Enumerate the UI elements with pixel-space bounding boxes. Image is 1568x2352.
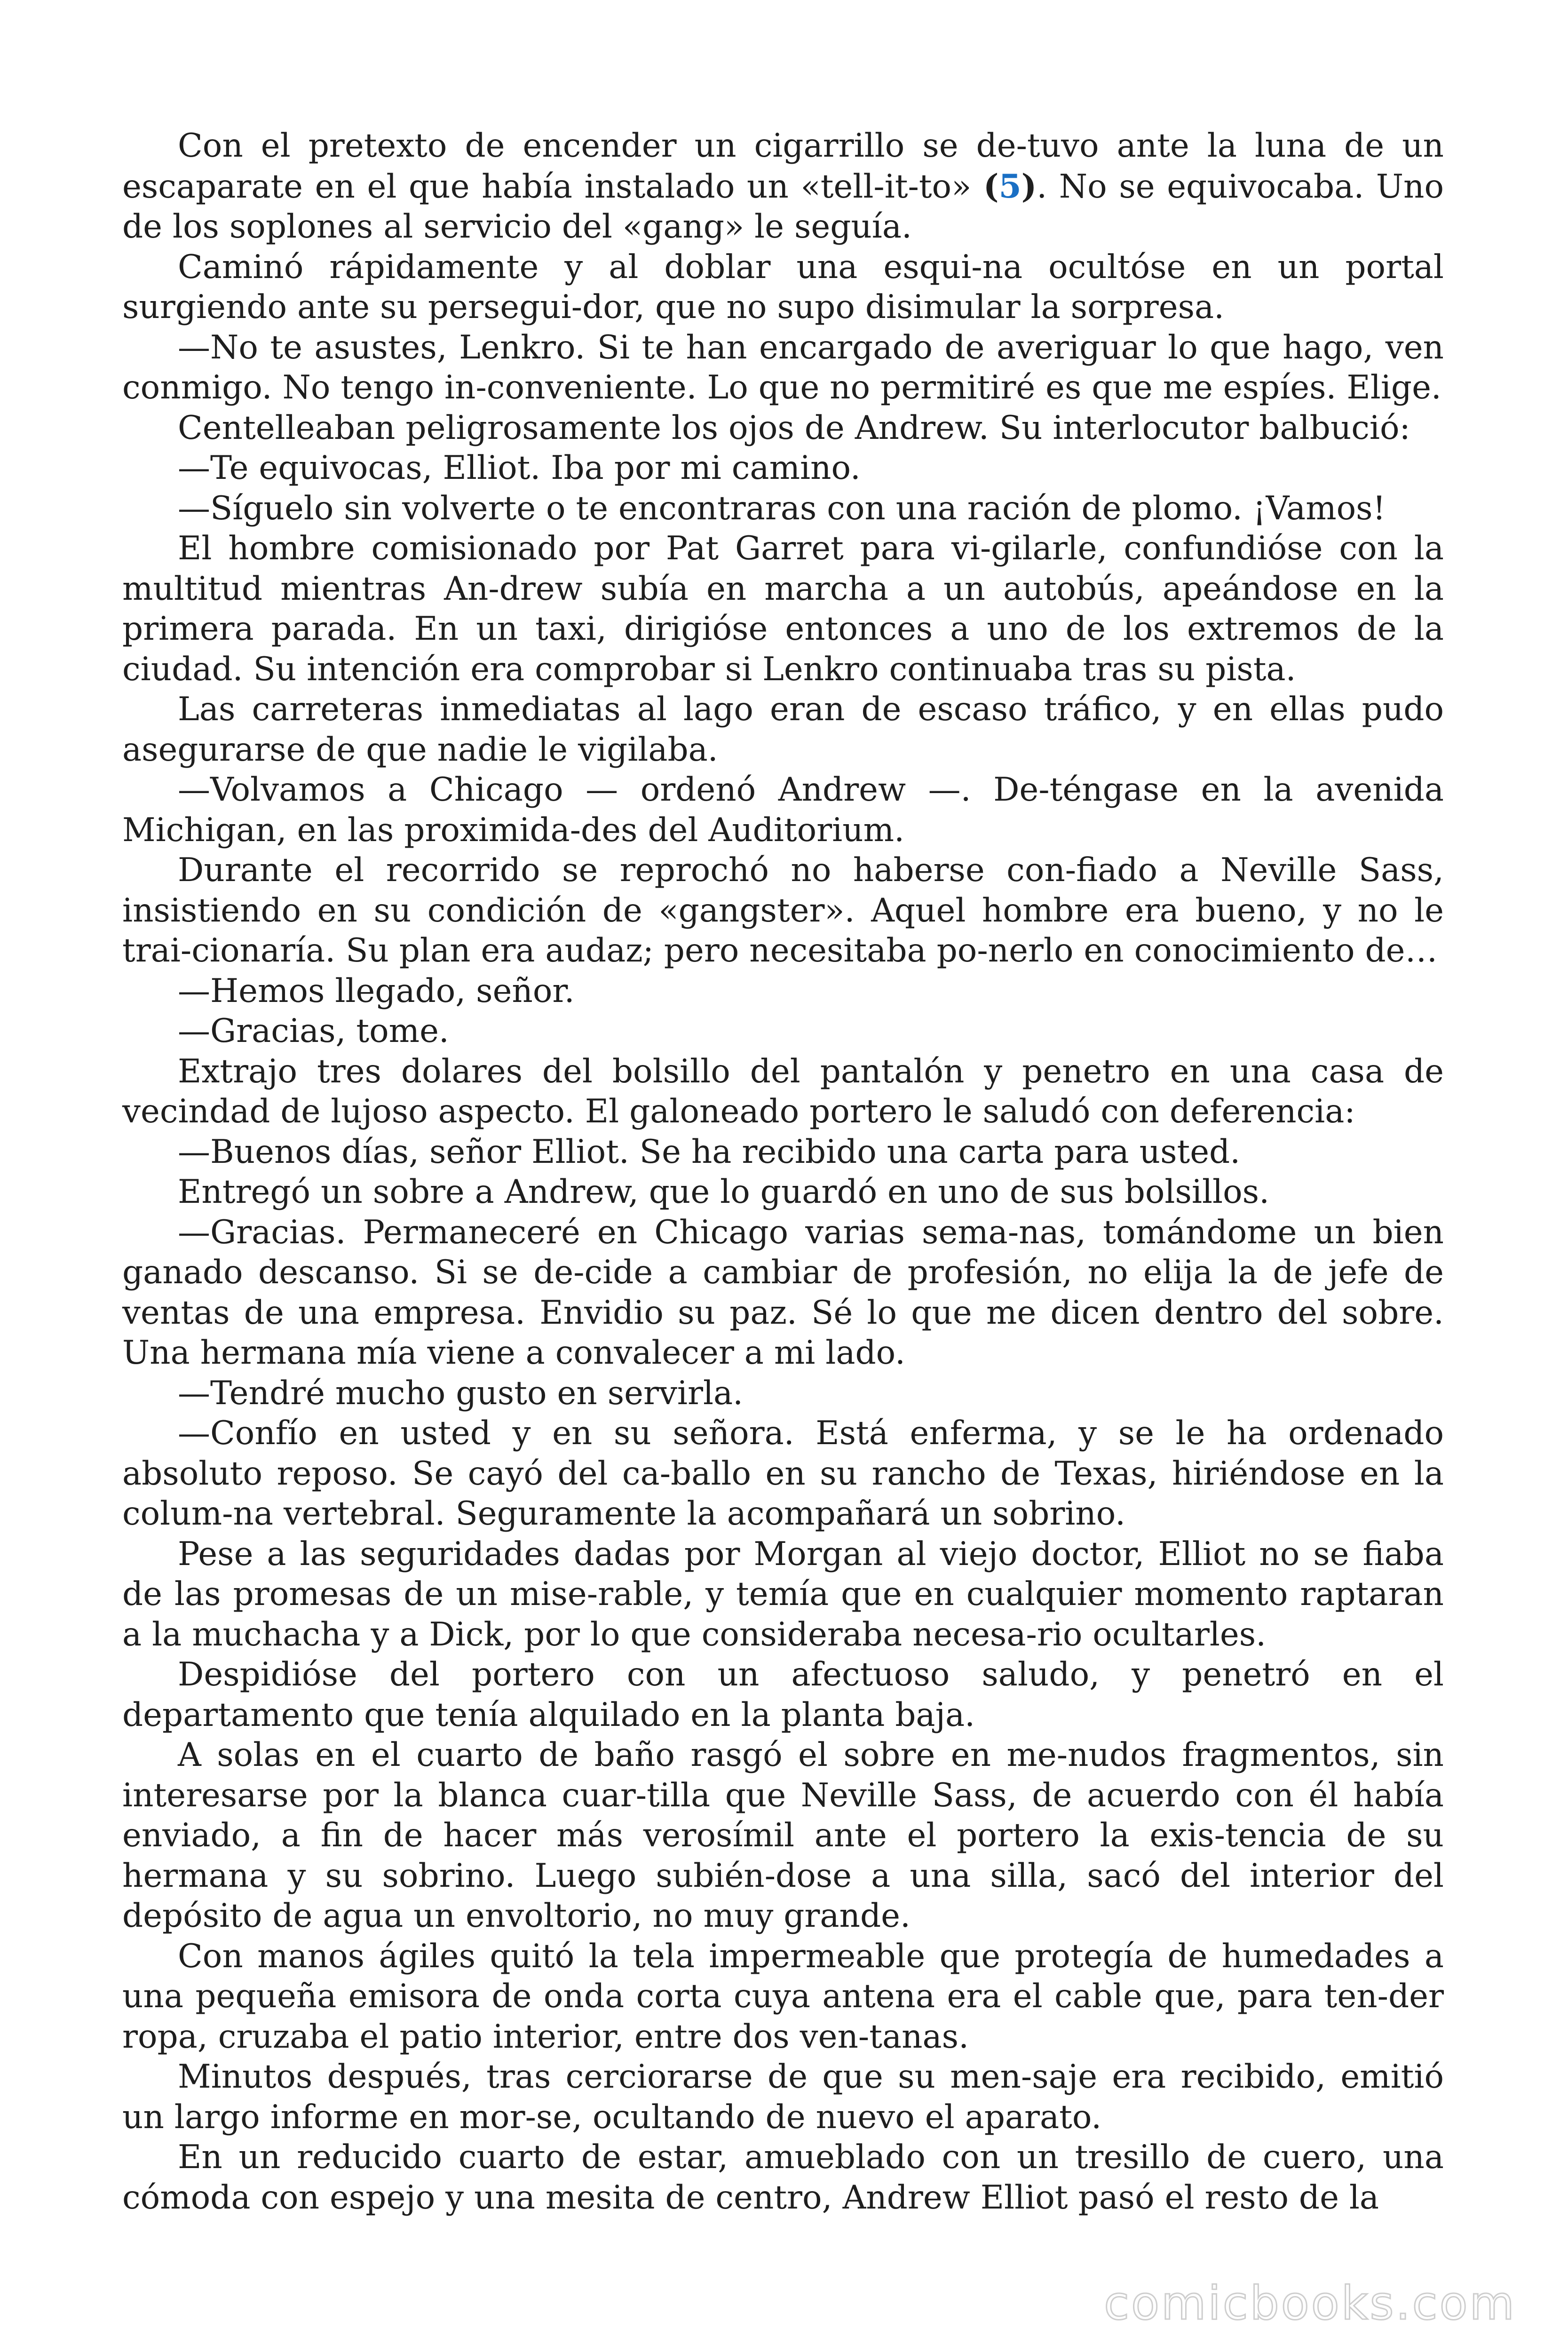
paragraph-24: En un reducido cuarto de estar, amueblado con un tresillo de cuero, una cómoda con espejo y una mesita de centro, Andrew Elliot pasó el resto de la xyxy=(122,2138,1444,2217)
paragraph-17: —Tendré mucho gusto en servirla. xyxy=(178,1374,744,1412)
paragraph-14: —Buenos días, señor Elliot. Se ha recibido una carta para usted. xyxy=(178,1133,1241,1171)
paragraph-4: Centelleaban peligrosamente los ojos de Andrew. Su interlocutor balbució: xyxy=(178,409,1410,447)
paragraph-1-text-before: Con el pretexto de encender un cigarrillo se de-tuvo ante la luna de un escaparate en el que había instalado un «tell-it-to» xyxy=(122,127,1444,206)
paragraph-20: Despidióse del portero con un afectuoso saludo, y penetró en el departamento que tenía alquilado en la planta baja. xyxy=(122,1656,1444,1734)
paragraph-9: —Volvamos a Chicago — ordenó Andrew —. De-téngase en la avenida Michigan, en las proximida-des del Auditorium. xyxy=(122,771,1444,849)
paragraph-18: —Confío en usted y en su señora. Está enferma, y se le ha ordenado absoluto reposo. Se cayó del ca-ballo en su rancho de Texas, hiriéndose en la colum-na vertebral. Seguramente la acompañará un sobrino. xyxy=(122,1414,1444,1533)
paragraph-12: —Gracias, tome. xyxy=(178,1012,449,1050)
page-body xyxy=(122,126,1444,2218)
paragraph-1 xyxy=(122,126,1444,247)
paragraph-8: Las carreteras inmediatas al lago eran de escaso tráfico, y en ellas pudo asegurarse de que nadie le vigilaba. xyxy=(122,691,1444,769)
paragraph-21: A solas en el cuarto de baño rasgó el sobre en me-nudos fragmentos, sin interesarse por la blanca cuar-tilla que Neville Sass, de acuerdo con él había enviado, a fin de hacer más verosímil ante el portero la exis-tencia de su hermana y su sobrino. Luego subién-dose a una silla, sacó del interior del depósito de agua un envoltorio, no muy grande. xyxy=(122,1736,1444,1935)
paragraph-6: —Síguelo sin volverte o te encontraras con una ración de plomo. ¡Vamos! xyxy=(178,489,1386,527)
paragraph-7: El hombre comisionado por Pat Garret para vi-gilarle, confundióse con la multitud mientras An-drew subía en marcha a un autobús, apeándose en la primera parada. En un taxi, dirigióse entonces a uno de los extremos de la ciudad. Su intención era comprobar si Lenkro continuaba tras su pista. xyxy=(122,530,1444,688)
watermark: comicbooks.com xyxy=(1104,2277,1516,2330)
paragraph-16: —Gracias. Permaneceré en Chicago varias sema-nas, tomándome un bien ganado descanso. Si se de-cide a cambiar de profesión, no elija la de jefe de ventas de una empresa. Envidio su paz. Sé lo que me dicen dentro del sobre. Una hermana mía viene a convalecer a mi lado. xyxy=(122,1213,1444,1372)
footnote-open-paren: ( xyxy=(983,167,999,206)
footnote-number: 5 xyxy=(998,167,1022,206)
paragraph-11: —Hemos llegado, señor. xyxy=(178,972,575,1010)
paragraph-10: Durante el recorrido se reprochó no haberse con-fiado a Neville Sass, insistiendo en su condición de «gangster». Aquel hombre era bueno, y no le trai-cionaría. Su plan era audaz; pero necesitaba po-nerlo en conocimiento de… xyxy=(122,851,1444,969)
paragraph-13: Extrajo tres dolares del bolsillo del pantalón y penetro en una casa de vecindad de lujoso aspecto. El galoneado portero le saludó con deferencia: xyxy=(122,1052,1444,1130)
paragraph-5: —Te equivocas, Elliot. Iba por mi camino. xyxy=(178,449,861,487)
paragraph-2: Caminó rápidamente y al doblar una esqui-na ocultóse en un portal surgiendo ante su persegui-dor, que no supo disimular la sorpresa. xyxy=(122,248,1444,326)
paragraph-1-text-after: . No se equivocaba. Uno de los soplones al servicio del «gang» le seguía. xyxy=(122,167,1444,246)
paragraph-3: —No te asustes, Lenkro. Si te han encargado de averiguar lo que hago, ven conmigo. No tengo in-conveniente. Lo que no permitiré es que me espíes. Elige. xyxy=(122,328,1444,406)
paragraph-22: Con manos ágiles quitó la tela impermeable que protegía de humedades a una pequeña emisora de onda corta cuya antena era el cable que, para ten-der ropa, cruzaba el patio interior, entre dos ven-tanas. xyxy=(122,1937,1444,2056)
paragraph-23: Minutos después, tras cerciorarse de que su men-saje era recibido, emitió un largo informe en mor-se, ocultando de nuevo el aparato. xyxy=(122,2058,1444,2136)
footnote-link-5[interactable] xyxy=(983,167,1037,206)
footnote-close-paren: ) xyxy=(1021,167,1037,206)
paragraph-15: Entregó un sobre a Andrew, que lo guardó en uno de sus bolsillos. xyxy=(178,1173,1270,1211)
paragraph-19: Pese a las seguridades dadas por Morgan al viejo doctor, Elliot no se fiaba de las promesas de un mise-rable, y temía que en cualquier momento raptaran a la muchacha y a Dick, por lo que consideraba necesa-rio ocultarles. xyxy=(122,1535,1444,1653)
